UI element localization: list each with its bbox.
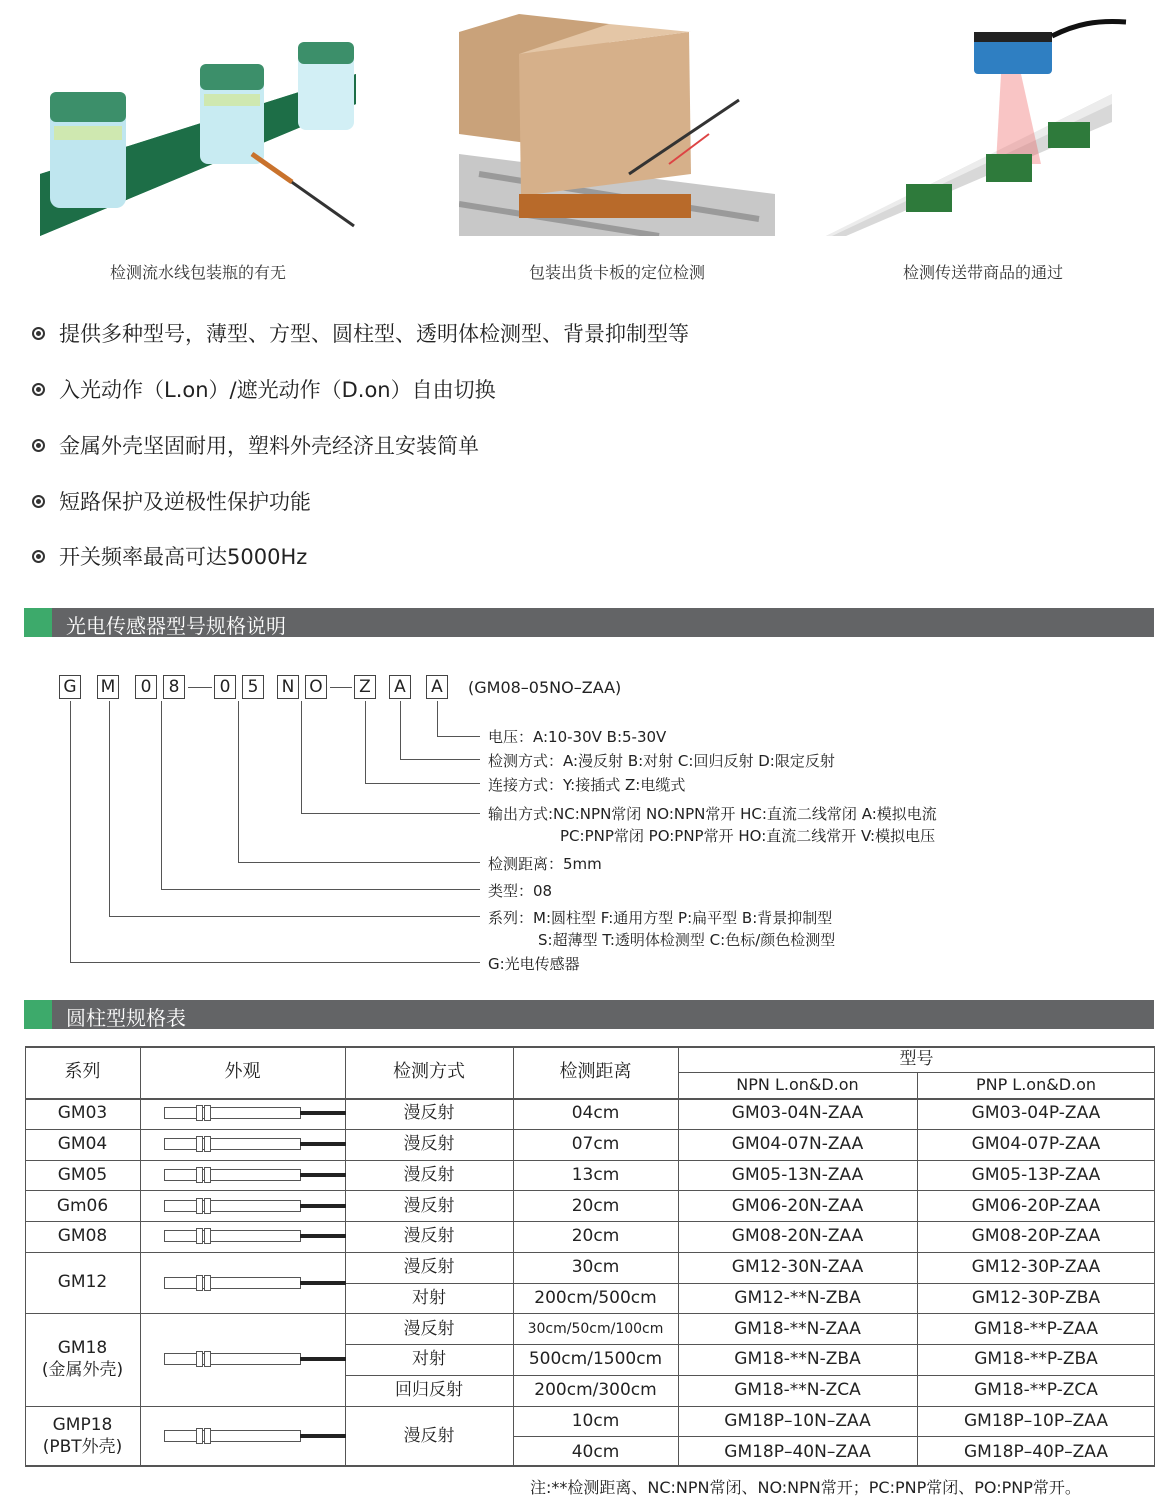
distance-cell: 500cm/1500cm: [528, 1349, 663, 1370]
label-output: 输出方式:NC:NPN常闭 NO:NPN常开 HC:直流二线常闭 A:模拟电流: [488, 805, 937, 823]
leader-line: [365, 701, 366, 783]
series-cell: GM18 (金属外壳): [41, 1338, 124, 1381]
photo-bottle-line: [40, 14, 356, 236]
sensor-outline-icon: [164, 1167, 346, 1187]
bullet-item: [32, 430, 479, 460]
pnp-model-cell: GM18-**P-ZBA: [974, 1349, 1098, 1370]
spec-table: [25, 1046, 1155, 1467]
distance-cell: 20cm: [571, 1226, 620, 1247]
npn-model-cell: GM12-30N-ZAA: [731, 1257, 864, 1278]
series-cell: GM08: [57, 1226, 108, 1247]
pnp-model-cell: GM18P–40P–ZAA: [964, 1441, 1108, 1462]
sensor-outline-icon: [164, 1428, 346, 1448]
leader-line: [301, 813, 480, 814]
pnp-model-cell: GM08-20P-ZAA: [971, 1226, 1101, 1247]
label-g: G:光电传感器: [488, 955, 580, 973]
leader-line: [400, 701, 401, 759]
mode-cell: 漫反射: [403, 1318, 455, 1339]
leader-line: [301, 701, 302, 813]
leader-line: [437, 701, 438, 736]
label-output-2: PC:PNP常闭 PO:PNP常开 HO:直流二线常开 V:模拟电压: [560, 827, 936, 845]
npn-model-cell: GM18P–40N–ZAA: [724, 1441, 871, 1462]
npn-model-cell: GM05-13N-ZAA: [731, 1164, 864, 1185]
series-cell: GM05: [57, 1164, 108, 1185]
series-cell: Gm06: [56, 1195, 109, 1216]
code-char: N: [277, 675, 299, 699]
label-series-2: S:超薄型 T:透明体检测型 C:色标/颜色检测型: [538, 931, 836, 949]
leader-line: [238, 701, 239, 862]
section-bar-model-spec: [24, 608, 1154, 637]
section-accent: [24, 608, 52, 637]
code-char: A: [426, 675, 448, 699]
mode-cell: 漫反射: [403, 1195, 455, 1216]
distance-cell: 10cm: [571, 1410, 620, 1431]
bullet-icon: [32, 550, 45, 563]
sensor-outline-icon: [164, 1105, 346, 1125]
bullet-item: [32, 486, 311, 516]
caption-3: 检测传送带商品的通过: [902, 263, 1063, 282]
sensor-outline-icon: [164, 1198, 346, 1218]
mode-cell: 对射: [412, 1287, 446, 1308]
code-dash: [330, 687, 352, 688]
mode-cell: 漫反射: [403, 1257, 455, 1278]
series-cell: GM03: [57, 1103, 108, 1124]
pnp-model-cell: GM12-30P-ZBA: [971, 1287, 1101, 1308]
bullet-item: [32, 541, 307, 571]
leader-line: [109, 701, 110, 916]
pnp-model-cell: GM04-07P-ZAA: [971, 1134, 1101, 1155]
npn-model-cell: GM04-07N-ZAA: [731, 1134, 864, 1155]
code-char: A: [389, 675, 411, 699]
leader-line: [70, 962, 480, 963]
distance-cell: 200cm/500cm: [534, 1287, 657, 1308]
pnp-model-cell: GM18-**P-ZCA: [974, 1380, 1098, 1401]
distance-cell: 20cm: [571, 1195, 620, 1216]
npn-model-cell: GM18P–10N–ZAA: [724, 1410, 871, 1431]
table-line: [140, 1046, 141, 1467]
leader-line: [400, 759, 480, 760]
header-distance: 检测距离: [559, 1061, 632, 1083]
pnp-model-cell: GM03-04P-ZAA: [971, 1103, 1101, 1124]
photo-conveyor: [826, 14, 1142, 236]
pnp-model-cell: GM18-**P-ZAA: [974, 1318, 1098, 1339]
caption-1: 检测流水线包装瓶的有无: [109, 263, 286, 282]
leader-line: [109, 916, 480, 917]
bullet-text: 提供多种型号，薄型、方型、圆柱型、透明体检测型、背景抑制型等: [59, 322, 689, 346]
npn-model-cell: GM18-**N-ZBA: [734, 1349, 861, 1370]
code-example: (GM08–05NO–ZAA): [468, 678, 622, 697]
label-connect: 连接方式：Y:接插式 Z:电缆式: [488, 776, 686, 794]
distance-cell: 200cm/300cm: [534, 1380, 657, 1401]
distance-cell: 30cm/50cm/100cm: [527, 1320, 664, 1337]
pnp-model-cell: GM05-13P-ZAA: [971, 1164, 1101, 1185]
section-accent: [24, 1000, 52, 1029]
label-distance: 检测距离：5mm: [488, 855, 602, 873]
mode-cell: 漫反射: [403, 1426, 455, 1447]
leader-line: [161, 701, 162, 889]
code-char: Z: [354, 675, 376, 699]
sensor-outline-icon: [164, 1275, 346, 1295]
section-bar-cylinder: [24, 1000, 1154, 1029]
label-detect-mode: 检测方式：A:漫反射 B:对射 C:回归反射 D:限定反射: [488, 752, 835, 770]
leader-line: [161, 889, 480, 890]
series-cell: GMP18 (PBT外壳): [42, 1415, 123, 1458]
footnote: 注:**检测距离、NC:NPN常闭、NO:NPN常开；PC:PNP常闭、PO:PNP常开。: [530, 1478, 1081, 1497]
header-series: 系列: [64, 1061, 101, 1083]
header-npn: NPN L.on&D.on: [736, 1074, 859, 1094]
mode-cell: 漫反射: [403, 1226, 455, 1247]
mode-cell: 回归反射: [395, 1380, 463, 1401]
bullet-item: [32, 318, 689, 348]
npn-model-cell: GM03-04N-ZAA: [731, 1103, 864, 1124]
npn-model-cell: GM12-**N-ZBA: [734, 1287, 861, 1308]
code-char: G: [59, 675, 81, 699]
pnp-model-cell: GM12-30P-ZAA: [971, 1257, 1101, 1278]
leader-line: [437, 736, 480, 737]
code-dash: [188, 687, 212, 688]
npn-model-cell: GM08-20N-ZAA: [731, 1226, 864, 1247]
code-char: M: [97, 675, 119, 699]
caption-2: 包装出货卡板的定位检测: [528, 263, 705, 282]
header-pnp: PNP L.on&D.on: [975, 1074, 1097, 1094]
npn-model-cell: GM06-20N-ZAA: [731, 1195, 864, 1216]
sensor-outline-icon: [164, 1228, 346, 1248]
leader-line: [365, 783, 480, 784]
bullet-text: 短路保护及逆极性保护功能: [59, 490, 311, 514]
distance-cell: 04cm: [571, 1103, 620, 1124]
pnp-model-cell: GM18P–10P–ZAA: [964, 1410, 1108, 1431]
section-title: 光电传感器型号规格说明: [66, 614, 286, 638]
distance-cell: 07cm: [571, 1134, 620, 1155]
label-voltage: 电压：A:10-30V B:5-30V: [488, 728, 667, 746]
sensor-outline-icon: [164, 1136, 346, 1156]
header-model: 型号: [899, 1048, 934, 1069]
leader-line: [238, 862, 480, 863]
header-mode: 检测方式: [393, 1061, 465, 1083]
npn-model-cell: GM18-**N-ZAA: [734, 1318, 861, 1339]
photo-pallet: [459, 14, 775, 236]
pnp-model-cell: GM06-20P-ZAA: [971, 1195, 1101, 1216]
distance-cell: 30cm: [571, 1257, 620, 1278]
bullet-text: 开关频率最高可达5000Hz: [59, 545, 308, 569]
bullet-icon: [32, 383, 45, 396]
npn-model-cell: GM18-**N-ZCA: [734, 1380, 861, 1401]
series-cell: GM12: [57, 1272, 108, 1293]
bullet-text: 入光动作（L.on）/遮光动作（D.on）自由切换: [59, 378, 496, 402]
label-type: 类型：08: [488, 882, 553, 900]
bullet-icon: [32, 439, 45, 452]
section-title: 圆柱型规格表: [66, 1006, 186, 1030]
bullet-icon: [32, 495, 45, 508]
mode-cell: 对射: [412, 1349, 446, 1370]
leader-line: [70, 701, 71, 962]
bullet-item: [32, 374, 496, 404]
distance-cell: 40cm: [571, 1441, 620, 1462]
mode-cell: 漫反射: [403, 1134, 455, 1155]
mode-cell: 漫反射: [403, 1164, 455, 1185]
bullet-text: 金属外壳坚固耐用，塑料外壳经济且安装简单: [59, 434, 479, 458]
code-char: 0: [214, 675, 236, 699]
series-cell: GM04: [57, 1134, 108, 1155]
code-char: 0: [135, 675, 157, 699]
code-char: 8: [163, 675, 185, 699]
distance-cell: 13cm: [571, 1164, 620, 1185]
label-series: 系列：M:圆柱型 F:通用方型 P:扁平型 B:背景抑制型: [488, 909, 833, 927]
bullet-icon: [32, 327, 45, 340]
sensor-outline-icon: [164, 1351, 346, 1371]
code-char: 5: [242, 675, 264, 699]
mode-cell: 漫反射: [403, 1103, 455, 1124]
header-appearance: 外观: [224, 1061, 261, 1083]
code-char: O: [305, 675, 327, 699]
